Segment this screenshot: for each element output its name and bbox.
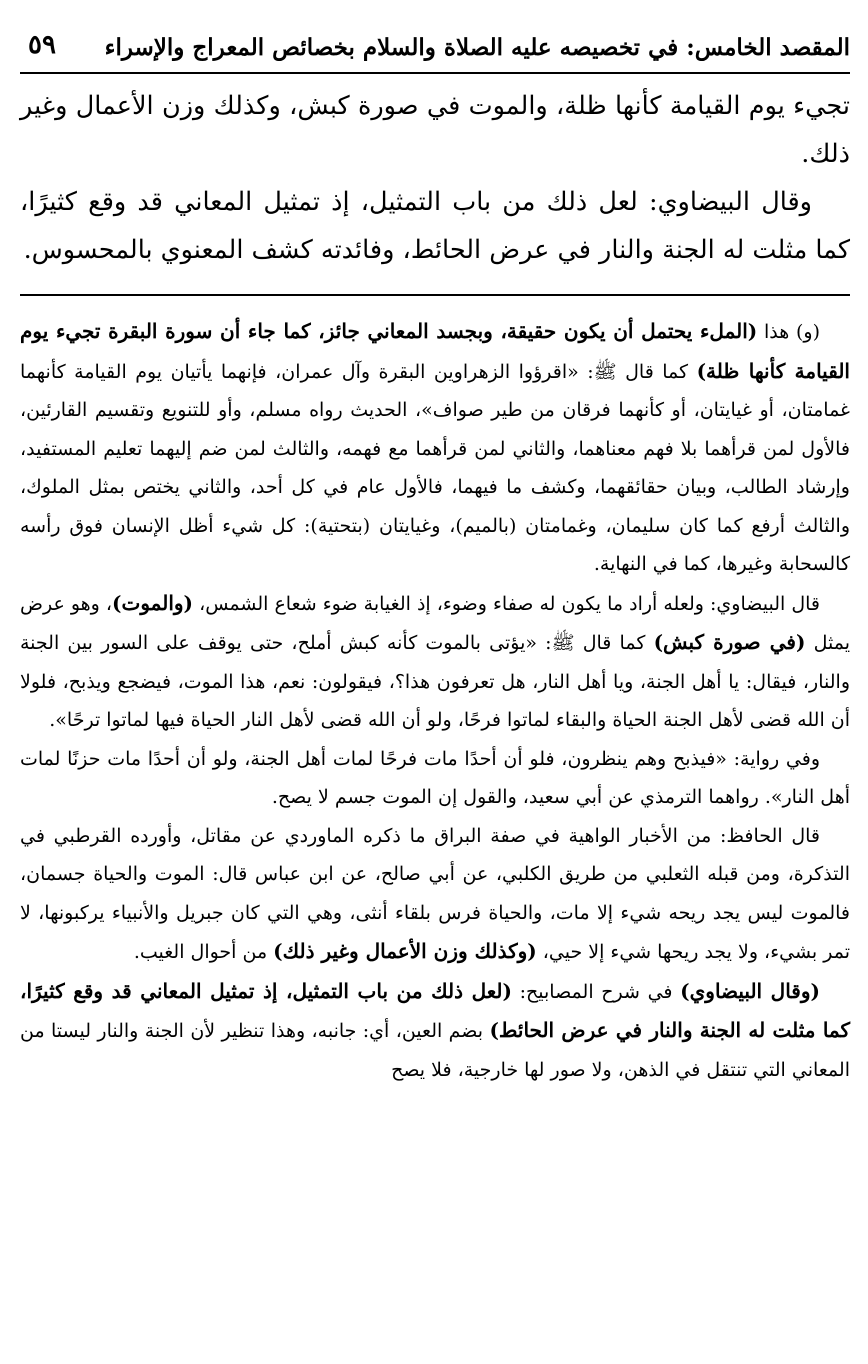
commentary-paragraph [20, 312, 850, 584]
page-header [20, 28, 850, 74]
text-run: كما قال ﷺ: «اقرؤوا الزهراوين البقرة وآل عمران، فإنهما يأتيان يوم القيامة كأنهما غمامتان، أو غيايتان، أو كأنهما فرقان من طير صواف»، الحديث رواه مسلم، وأو للتنويع وتقسيم القارئين، فالأول لمن قرأهما بلا فهم معناهما، والثاني لمن قرأهما مع فهمه، والثالث لمن ضم إليهما تعليم المستفيد، وإرشاد الطالب، وبيان حقائقهما، وكشف ما فيهما، فالأول عام في كل أحد، والثاني يختص بمثل الملوك، والثالث أرفع كما كان سليمان، وغمامتان (بالميم)، وغيايتان (بتحتية): كل شيء أظل الإنسان فوق رأسه كالسحابة وغيرها، كما في النهاية. [20, 360, 850, 575]
quoted-text: (وقال البيضاوي) [680, 978, 820, 1003]
main-paragraph: وقال البيضاوي: لعل ذلك من باب التمثيل، إذ تمثيل المعاني قد وقع كثيرًا، كما مثلت له الجنة والنار في عرض الحائط، وفائدته كشف المعنوي بالمحسوس. [20, 187, 850, 265]
text-run: (و) هذا [757, 321, 820, 343]
commentary-paragraph [20, 972, 850, 1090]
text-run: من أحوال الغيب. [133, 941, 274, 963]
commentary-paragraph: وفي رواية: «فيذبح وهم ينظرون، فلو أن أحدًا مات فرحًا لمات أهل الجنة، ولو أن أحدًا مات حزنًا لمات أهل النار». رواهما الترمذي عن أبي سعيد، والقول إن الموت جسم لا يصح. [20, 747, 850, 808]
running-title: المقصد الخامس: في تخصيصه عليه الصلاة والسلام بخصائص المعراج والإسراء [104, 34, 850, 61]
page-number: ٥٩ [28, 30, 56, 60]
main-paragraph: تجيء يوم القيامة كأنها ظلة، والموت في صورة كبش، وكذلك وزن الأعمال وغير ذلك. [20, 91, 850, 169]
commentary-paragraph [20, 817, 850, 972]
quoted-text: (لعل ذلك من باب التمثيل، إذ تمثيل المعاني قد وقع كثيرًا، كما مثلت له الجنة والنار في عرض الحائط) [20, 978, 850, 1042]
quoted-text: (الملء يحتمل أن يكون حقيقة، وبجسد المعاني جائز، كما جاء أن سورة البقرة تجيء يوم القيامة كأنها ظلة) [20, 319, 850, 383]
text-run: قال الحافظ: من الأخبار الواهية في صفة البراق ما ذكره الماوردي عن مقاتل، وأورده القرطبي في التذكرة، ومن قبله الثعلبي من طريق الكلبي، عن أبي صالح، عن ابن عباس قال: الموت والحياة جسمان، فالموت ليس يجد ريحه شيء إلا مات، والحياة فرس بلقاء أنثى، وهي التي كان جبريل والأنبياء يركبونها، لا تمر بشيء، ولا يجد ريحها شيء إلا حيي، [20, 824, 850, 963]
quoted-text: (والموت) [112, 590, 194, 615]
separator-line [20, 294, 850, 296]
text-run: في شرح المصابيح: [511, 980, 681, 1003]
text-run: بضم العين، أي: جانبه، وهذا تنظير لأن الجنة والنار ليستا من المعاني التي تنتقل في الذهن، ولا صور لها خارجية، فلا يصح [20, 1020, 850, 1081]
commentary-paragraph [20, 584, 850, 740]
page [20, 28, 850, 1089]
quoted-text: (وكذلك وزن الأعمال وغير ذلك) [273, 939, 537, 963]
text-run: ، وهو عرض يمثل [20, 592, 851, 654]
quoted-text: (في صورة كبش) [653, 630, 806, 654]
text-run: قال البيضاوي: ولعله أراد ما يكون له صفاء وضوء، إذ الغيابة ضوء شعاع الشمس، [193, 592, 821, 615]
commentary-text [20, 312, 850, 1089]
main-text [20, 82, 850, 274]
text-run: كما قال ﷺ: «يؤتى بالموت كأنه كبش أملح، حتى يوقف على السور بين الجنة والنار، فيقال: يا أهل الجنة، ويا أهل النار، هل تعرفون هذا؟، فيقولون: نعم، هذا الموت، فيضجع ويذبح، فلولا أن الله قضى لأهل الجنة الحياة والبقاء لماتوا فرحًا، ولو أن الله قضى لأهل النار الحياة فيها لماتوا ترحًا». [20, 632, 850, 731]
